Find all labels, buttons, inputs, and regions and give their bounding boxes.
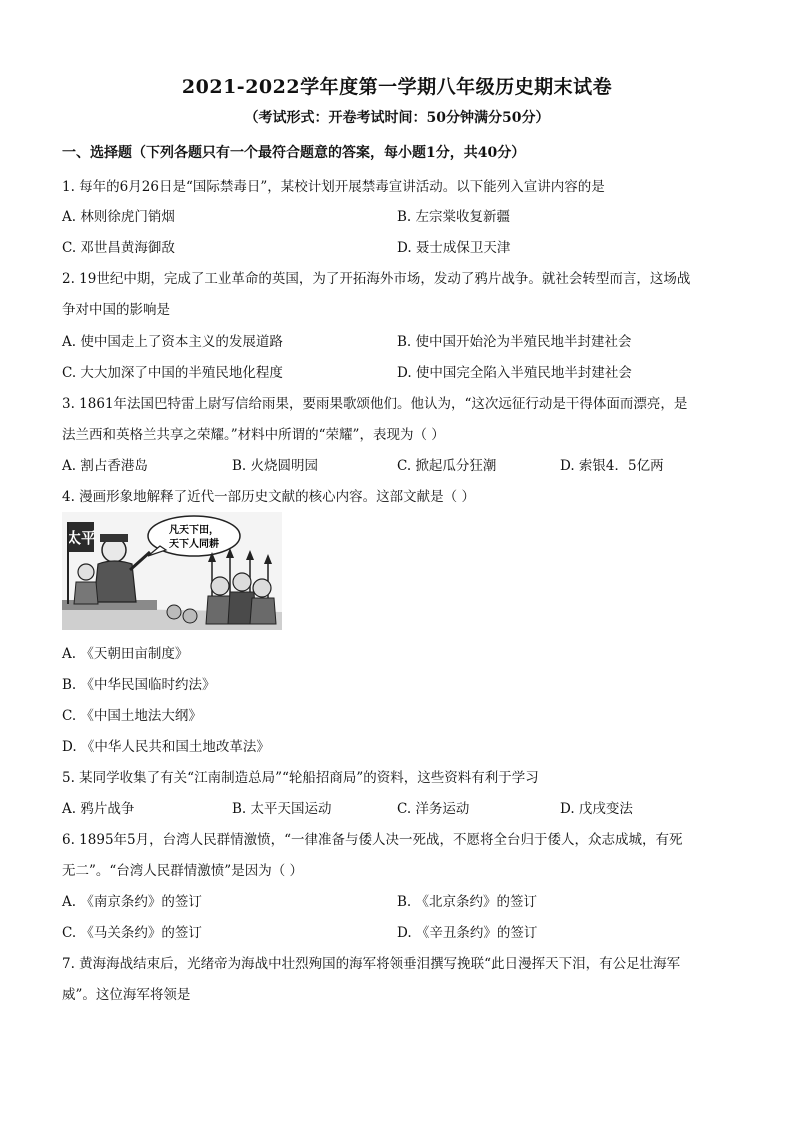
question-5-text: 5. 某同学收集了有关“江南制造总局”“轮船招商局”的资料，这些资料有利于学习: [62, 770, 539, 786]
question-6-text-line-2: 无二”。“台湾人民群情激愤”是因为（ ）: [62, 863, 303, 879]
question-7-text-line-2: 威”。这位海军将领是: [62, 987, 191, 1003]
question-4-option-c[interactable]: C. 《中国土地法大纲》: [62, 708, 202, 724]
question-6-option-c[interactable]: C. 《马关条约》的签订: [62, 925, 202, 941]
taiping-land-cartoon: [62, 512, 282, 630]
question-7-text-line-1: 7. 黄海海战结束后，光绪帝为海战中壮烈殉国的海军将领垂泪撰写挽联“此日漫挥天下泪，有公足壮海军: [62, 956, 681, 972]
question-2-option-b[interactable]: B. 使中国开始沦为半殖民地半封建社会: [397, 334, 632, 350]
question-5-option-a[interactable]: A. 鸦片战争: [62, 801, 135, 817]
question-4-option-a[interactable]: A. 《天朝田亩制度》: [62, 646, 189, 662]
question-2-option-c[interactable]: C. 大大加深了中国的半殖民地化程度: [62, 365, 283, 381]
question-1-option-b[interactable]: B. 左宗棠收复新疆: [397, 209, 511, 225]
exam-subtitle: （考试形式：开卷考试时间：50分钟满分50分）: [244, 110, 550, 126]
question-3-option-d[interactable]: D. 索银4．5亿两: [560, 458, 664, 474]
question-1-option-c[interactable]: C. 邓世昌黄海御敌: [62, 240, 175, 256]
question-6-option-d[interactable]: D. 《辛丑条约》的签订: [397, 925, 538, 941]
question-4-option-b[interactable]: B. 《中华民国临时约法》: [62, 677, 216, 693]
question-5-option-c[interactable]: C. 洋务运动: [397, 801, 470, 817]
question-1-option-d[interactable]: D. 聂士成保卫天津: [397, 240, 511, 256]
question-5-option-b[interactable]: B. 太平天国运动: [232, 801, 332, 817]
question-4-option-d[interactable]: D. 《中华人民共和国土地改革法》: [62, 739, 270, 755]
question-2-option-d[interactable]: D. 使中国完全陷入半殖民地半封建社会: [397, 365, 632, 381]
question-3-option-b[interactable]: B. 火烧圆明园: [232, 458, 319, 474]
question-5-option-d[interactable]: D. 戊戌变法: [560, 801, 633, 817]
question-2-text-line-2: 争对中国的影响是: [62, 302, 170, 318]
question-6-option-a[interactable]: A. 《南京条约》的签订: [62, 894, 202, 910]
question-2-option-a[interactable]: A. 使中国走上了资本主义的发展道路: [62, 334, 283, 350]
question-3-text-line-2: 法兰西和英格兰共享之荣耀。”材料中所谓的“荣耀”，表现为（ ）: [62, 427, 445, 443]
question-1-option-a[interactable]: A. 林则徐虎门销烟: [62, 209, 175, 225]
cartoon-bubble-line-2: 天下人同耕: [169, 539, 219, 550]
question-1-text: 1. 每年的6月26日是“国际禁毒日”，某校计划开展禁毒宣讲活动。以下能列入宣讲内容的是: [62, 179, 605, 195]
question-6-text-line-1: 6. 1895年5月，台湾人民群情激愤，“一律准备与倭人决一死战，不愿将全台归于倭人，众志成城，有死: [62, 832, 683, 848]
question-3-option-a[interactable]: A. 割占香港岛: [62, 458, 148, 474]
question-3-text-line-1: 3. 1861年法国巴特雷上尉写信给雨果，要雨果歌颂他们。他认为，“这次远征行动是干得体面而漂亮，是: [62, 396, 688, 412]
question-6-option-b[interactable]: B. 《北京条约》的签订: [397, 894, 538, 910]
exam-title: 2021-2022学年度第一学期八年级历史期末试卷: [181, 76, 613, 98]
cartoon-flag-text: 太平: [65, 529, 97, 547]
cartoon-bubble-line-1: 凡天下田，: [169, 525, 219, 536]
section-heading: 一、选择题（下列各题只有一个最符合题意的答案，每小题1分，共40分）: [62, 145, 526, 161]
question-4-text: 4. 漫画形象地解释了近代一部历史文献的核心内容。这部文献是（ ）: [62, 489, 475, 505]
question-3-option-c[interactable]: C. 掀起瓜分狂潮: [397, 458, 497, 474]
question-2-text-line-1: 2. 19世纪中期，完成了工业革命的英国，为了开拓海外市场，发动了鸦片战争。就社会转型而言，这场战: [62, 271, 691, 287]
